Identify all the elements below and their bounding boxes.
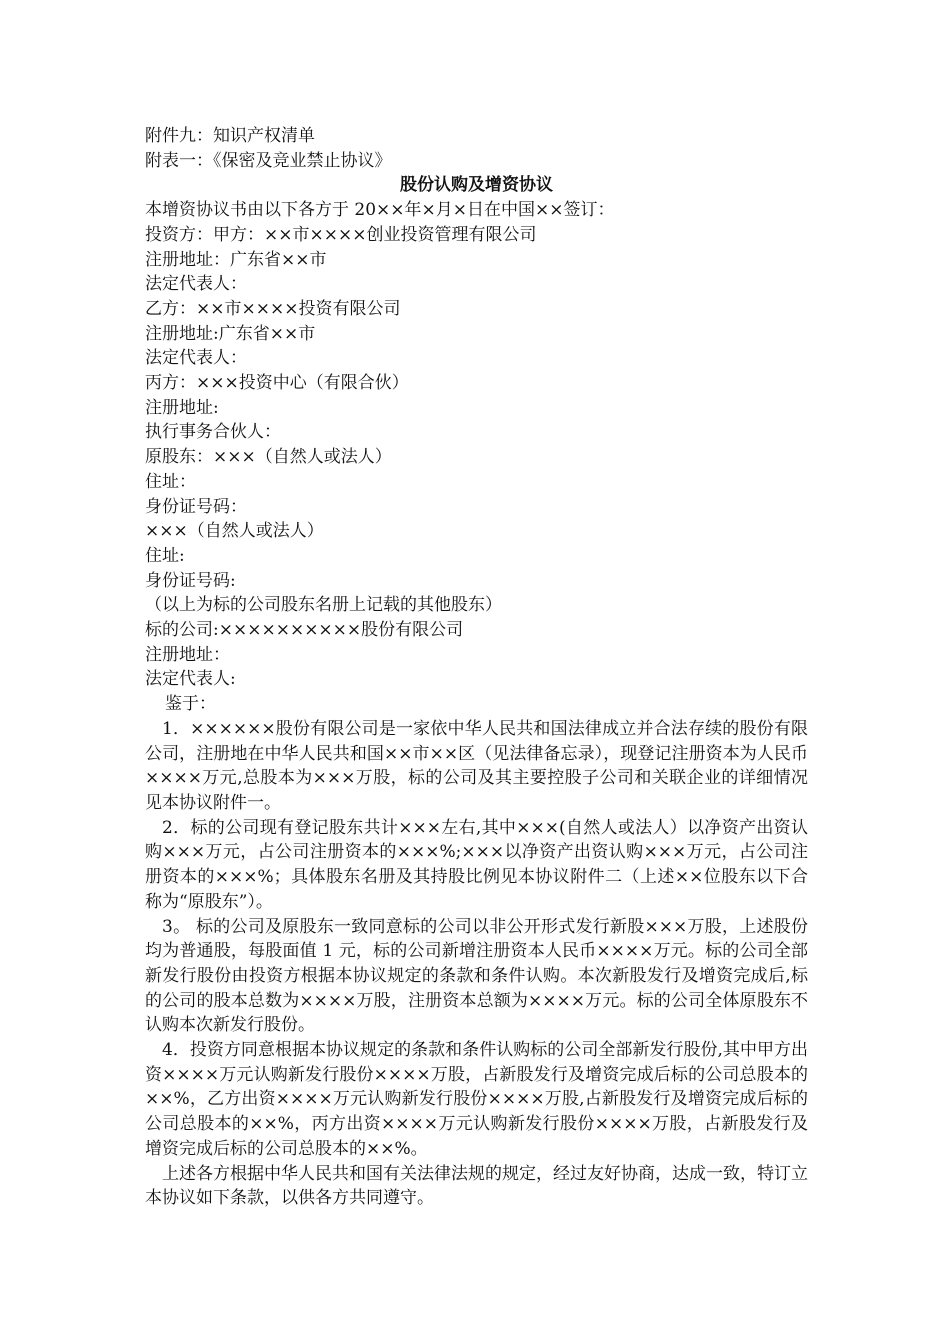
document-page	[145, 124, 808, 1211]
header-line: 身份证号码:	[145, 570, 236, 591]
header-line: 法定代表人:	[145, 669, 236, 690]
closing-paragraph: 上述各方根据中华人民共和国有关法律法规的规定，经过友好协商，达成一致，特订立本协议如下条款，以供各方共同遵守。	[145, 1163, 808, 1209]
header-line: 丙方：×××投资中心（有限合伙）	[145, 373, 409, 394]
header-line: 本增资协议书由以下各方于 20××年×月×日在中国××签订：	[145, 200, 615, 221]
header-line: 住址：	[145, 471, 196, 492]
header-line: 投资方：甲方：××市××××创业投资管理有限公司	[145, 224, 537, 245]
header-line: 乙方：××市××××投资有限公司	[145, 298, 401, 319]
header-line: 法定代表人：	[145, 348, 247, 369]
header-line: 身份证号码：	[145, 496, 247, 517]
header-line: 注册地址：	[145, 644, 230, 665]
clause-paragraph: 2．标的公司现有登记股东共计×××左右,其中×××(自然人或法人）以净资产出资认购×××万元，占公司注册资本的×××%;×××以净资产出资认购×××万元，占公司注册资本的×××%；具体股东名册及其持股比例见本协议附件二（上述××位股东以下合称为“原股东”）。	[145, 817, 808, 912]
appendix-line: 附表一：《保密及竞业禁止协议》	[145, 150, 392, 171]
header-line: 注册地址：广东省××市	[145, 249, 327, 270]
header-line: 法定代表人：	[145, 274, 247, 295]
header-line: ×××（自然人或法人）	[145, 521, 324, 542]
header-line: （以上为标的公司股东名册上记载的其他股东）	[145, 595, 502, 616]
clause-paragraph: 3。 标的公司及原股东一致同意标的公司以非公开形式发行新股×××万股，上述股份均为普通股，每股面值 1 元，标的公司新增注册资本人民币××××万元。标的公司全部新发行股份由投资方根据本协议规定的条款和条件认购。本次新股发行及增资完成后,标的公司的股本总数为××××万股，注册资本总额为××××万元。标的公司全体原股东不认购本次新发行股份。	[145, 916, 808, 1036]
header-line: 执行事务合伙人：	[145, 422, 281, 443]
party-info-block	[145, 198, 808, 692]
appendix-line: 附件九：知识产权清单	[145, 126, 315, 146]
header-line: 注册地址:	[145, 397, 219, 418]
header-line: 住址:	[145, 545, 185, 566]
header-line: 标的公司:××××××××××股份有限公司	[145, 620, 464, 641]
clause-paragraph: 4．投资方同意根据本协议规定的条款和条件认购标的公司全部新发行股份,其中甲方出资××××万元认购新发行股份××××万股，占新股发行及增资完成后标的公司总股本的××%，乙方出资××××万元认购新发行股份××××万股,占新股发行及增资完成后标的公司总股本的××%，丙方出资××××万元认购新发行股份××××万股，占新股发行及增资完成后标的公司总股本的××%。	[145, 1040, 808, 1159]
whereas-label: 鉴于：	[165, 694, 216, 715]
header-line: 注册地址:广东省××市	[145, 323, 316, 344]
clause-paragraph: 1．××××××股份有限公司是一家依中华人民共和国法律成立并合法存续的股份有限公司，注册地在中华人民共和国××市××区（见法律备忘录），现登记注册资本为人民币××××万元,总股本为×××万股，标的公司及其主要控股子公司和关联企业的详细情况见本协议附件一。	[145, 718, 808, 813]
document-title: 股份认购及增资协议	[400, 175, 553, 196]
header-line: 原股东：×××（自然人或法人）	[145, 447, 392, 468]
